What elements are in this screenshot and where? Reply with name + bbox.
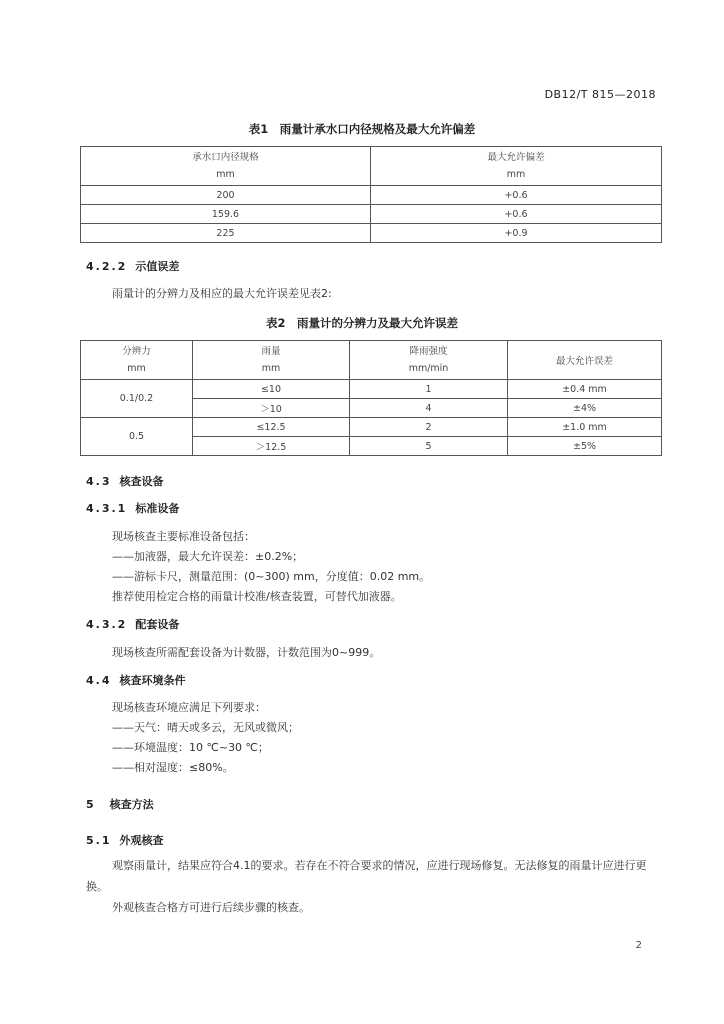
table-cell: ＞12.5 bbox=[193, 437, 350, 456]
table2-intensity-header: 降雨强度 mm/min bbox=[350, 341, 508, 380]
section-4-3-1-line: ——游标卡尺，测量范围：(0~300) mm，分度值：0.02 mm。 bbox=[112, 570, 431, 583]
table-row bbox=[81, 186, 662, 205]
section-4-2-2-heading: 4.2.2 示值误差 bbox=[86, 260, 180, 273]
section-4-4-line: 现场核查环境应满足下列要求： bbox=[112, 701, 266, 714]
section-4-4-line: ——相对湿度：≤80%。 bbox=[112, 761, 234, 774]
section-5-1-paragraph: 外观核查合格方可进行后续步骤的核查。 bbox=[112, 901, 310, 914]
page-number: 2 bbox=[635, 940, 642, 951]
table2 bbox=[80, 340, 662, 456]
table-cell: +0.9 bbox=[371, 224, 662, 243]
table-cell-resolution: 0.1/0.2 bbox=[81, 380, 193, 418]
table2-header-row bbox=[81, 341, 662, 380]
table-cell: 1 bbox=[350, 380, 508, 399]
table-cell: 200 bbox=[81, 186, 371, 205]
section-4-3-2-text: 现场核查所需配套设备为计数器，计数范围为0~999。 bbox=[112, 646, 381, 659]
document-code: DB12/T 815—2018 bbox=[544, 88, 656, 101]
section-4-3-1-line: ——加液器，最大允许误差：±0.2%； bbox=[112, 550, 304, 563]
table2-resolution-header: 分辨力 mm bbox=[81, 341, 193, 380]
table2-rainfall-header: 雨量 mm bbox=[193, 341, 350, 380]
section-4-4-line: ——天气：晴天或多云，无风或微风； bbox=[112, 721, 299, 734]
section-5-heading: 5 核查方法 bbox=[86, 798, 154, 811]
table-cell: +0.6 bbox=[371, 205, 662, 224]
table2-max-error-header: 最大允许误差 bbox=[508, 341, 662, 380]
table-cell: +0.6 bbox=[371, 186, 662, 205]
table1-col2-header: 最大允许偏差 mm bbox=[371, 147, 662, 186]
table-cell: ±1.0 mm bbox=[508, 418, 662, 437]
section-4-3-1-heading: 4.3.1 标准设备 bbox=[86, 502, 180, 515]
section-4-2-2-text: 雨量计的分辨力及相应的最大允许误差见表2: bbox=[112, 287, 332, 300]
section-5-1-heading: 5.1 外观核查 bbox=[86, 834, 164, 847]
section-4-4-line: ——环境温度：10 ℃~30 ℃； bbox=[112, 741, 269, 754]
table-cell-resolution: 0.5 bbox=[81, 418, 193, 456]
table-cell: ±5% bbox=[508, 437, 662, 456]
table1 bbox=[80, 146, 662, 243]
table-row bbox=[81, 205, 662, 224]
table1-header-row bbox=[81, 147, 662, 186]
table1-col1-header: 承水口内径规格 mm bbox=[81, 147, 371, 186]
table1-title: 表1 雨量计承水口内径规格及最大允许偏差 bbox=[248, 122, 476, 136]
section-4-3-2-heading: 4.3.2 配套设备 bbox=[86, 618, 180, 631]
table-cell: 4 bbox=[350, 399, 508, 418]
table-cell: ±0.4 mm bbox=[508, 380, 662, 399]
section-4-3-heading: 4.3 核查设备 bbox=[86, 475, 164, 488]
section-5-1-paragraph: 观察雨量计，结果应符合4.1的要求。若存在不符合要求的情况，应进行现场修复。无法修复的雨量计应进行更换。 bbox=[86, 859, 647, 893]
table-cell: ≤12.5 bbox=[193, 418, 350, 437]
table-cell: 5 bbox=[350, 437, 508, 456]
table2-title: 表2 雨量计的分辨力及最大允许误差 bbox=[266, 316, 458, 330]
table-cell: ≤10 bbox=[193, 380, 350, 399]
table-row bbox=[81, 380, 662, 399]
table-cell: 225 bbox=[81, 224, 371, 243]
table-cell: ＞10 bbox=[193, 399, 350, 418]
section-4-3-1-line: 推荐使用检定合格的雨量计校准/核查装置，可替代加液器。 bbox=[112, 590, 402, 603]
section-4-4-heading: 4.4 核查环境条件 bbox=[86, 674, 186, 687]
section-4-3-1-line: 现场核查主要标准设备包括： bbox=[112, 530, 255, 543]
table-cell: ±4% bbox=[508, 399, 662, 418]
table-row bbox=[81, 224, 662, 243]
table-cell: 2 bbox=[350, 418, 508, 437]
table-row bbox=[81, 418, 662, 437]
table-cell: 159.6 bbox=[81, 205, 371, 224]
